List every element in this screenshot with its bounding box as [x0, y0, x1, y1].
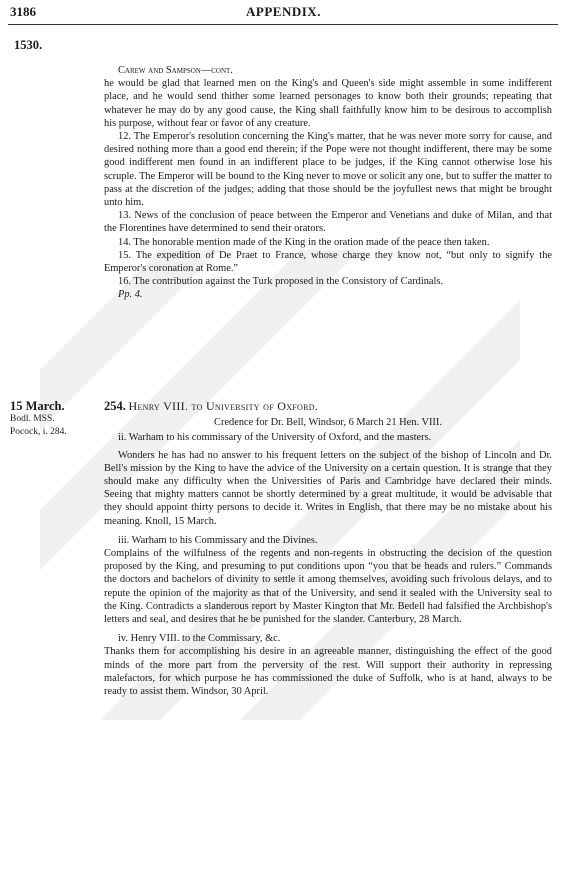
paragraph-16: 16. The contribution against the Turk proposed in the Consistory of Cardinals.: [118, 276, 444, 288]
entry-title: Henry VIII. to University of Oxford.: [128, 399, 319, 413]
source-bodleian: Bodl. MSS.: [10, 414, 55, 424]
source-pocock: Pocock, i. 284.: [10, 427, 67, 437]
header-rule: [8, 24, 558, 25]
entry-254: [104, 400, 552, 698]
entry-number: 254.: [104, 399, 126, 413]
section-iii-heading: iii. Warham to his Commissary and the Divines.: [118, 534, 318, 546]
page-number: 3186: [10, 4, 36, 19]
section-iv-heading: iv. Henry VIII. to the Commissary, &c.: [118, 633, 281, 645]
paragraph-12: 12. The Emperor's resolution concerning the King's matter, that he was never more sorry for cause, and desired nothing more than a good end therein; if the Pope were not thought indifferent, there may be some good indifferent men found in an indifferent place to be judges, if the King cannot otherwise lose his scruple. The Emperor will be bound to the King never to move or solicit any one, but to suffer the matter to pass at the discretion of the judges; adding that those should be the joyfullest news that might be brought unto him.: [104, 131, 552, 209]
entry-date: 15 March.: [10, 399, 65, 413]
section-iii-body: Complains of the wilfulness of the regents and non-regents in obstructing the decision of the question proposed by the King, and presuming to put conditions upon “you that be heads and rulers.” Commands the doctors and bachelors of divinity to settle it among themselves, avoiding such frivolous delays, and to repute the opinion of the majority as that of the University, and send it sealed with the University seal to the King. Contradicts a slanderous report by Master Kington that Mr. Bedell had falsified the Archbishop's letters and seal, and desires that he be punished for the slander. Canterbury, 28 March.: [104, 548, 552, 626]
running-title: APPENDIX.: [246, 4, 321, 19]
block-carew-sampson: [104, 64, 552, 302]
paragraph-continuation: he would be glad that learned men on the King's and Queen's side might assemble in some indifferent place, and he would send thither some learned personages to know both their grounds; repeating that whatever he may do by any good cause, the King shall faithfully know him to be desirous to accomplish his purpose, without fear or favor of any creature.: [104, 78, 552, 129]
paragraph-15: 15. The expedition of De Praet to France, whose charge they know not, “but only to signify the Emperor's coronation at Rome.”: [104, 249, 552, 275]
credence-line: Credence for Dr. Bell, Windsor, 6 March 21 Hen. VIII.: [214, 417, 442, 429]
block-heading: Carew and Sampson—cont.: [118, 65, 233, 76]
entry-title-line: [104, 400, 552, 414]
entry-margin: [10, 400, 67, 439]
page-count: Pp. 4.: [118, 289, 143, 301]
paragraph-13: 13. News of the conclusion of peace between the Emperor and Venetians and duke of Milan, and that the Florentines have determined to send their orators.: [104, 210, 552, 235]
section-iv-body: Thanks them for accomplishing his desire in an agreeable manner, distinguishing the effect of the good minds of the more part from the perversity of the rest. Will support their authority in repressing malefactors, for which purpose he has commissioned the duke of Suffolk, who is at hand, always to be ready to assist them. Windsor, 30 April.: [104, 646, 552, 698]
section-ii-body: Wonders he has had no answer to his frequent letters on the subject of the bishop of Lincoln and Dr. Bell's mission by the King to have the advice of the University on a certain question. It is strange that they should make any difficulty when the Universities of Paris and Cambridge have declared their minds. Seeing that mighty matters cannot be shortly determined by a great multitude, it would be advisable that they should appoint thirty persons to decide it. Writes in English, that there may be no mistake about his meaning. Knoll, 15 March.: [104, 449, 552, 527]
paragraph-14: 14. The honorable mention made of the King in the oration made of the peace then taken.: [118, 236, 490, 248]
section-ii-heading: ii. Warham to his commissary of the University of Oxford, and the masters.: [118, 432, 432, 444]
year-marker: 1530.: [14, 38, 43, 52]
